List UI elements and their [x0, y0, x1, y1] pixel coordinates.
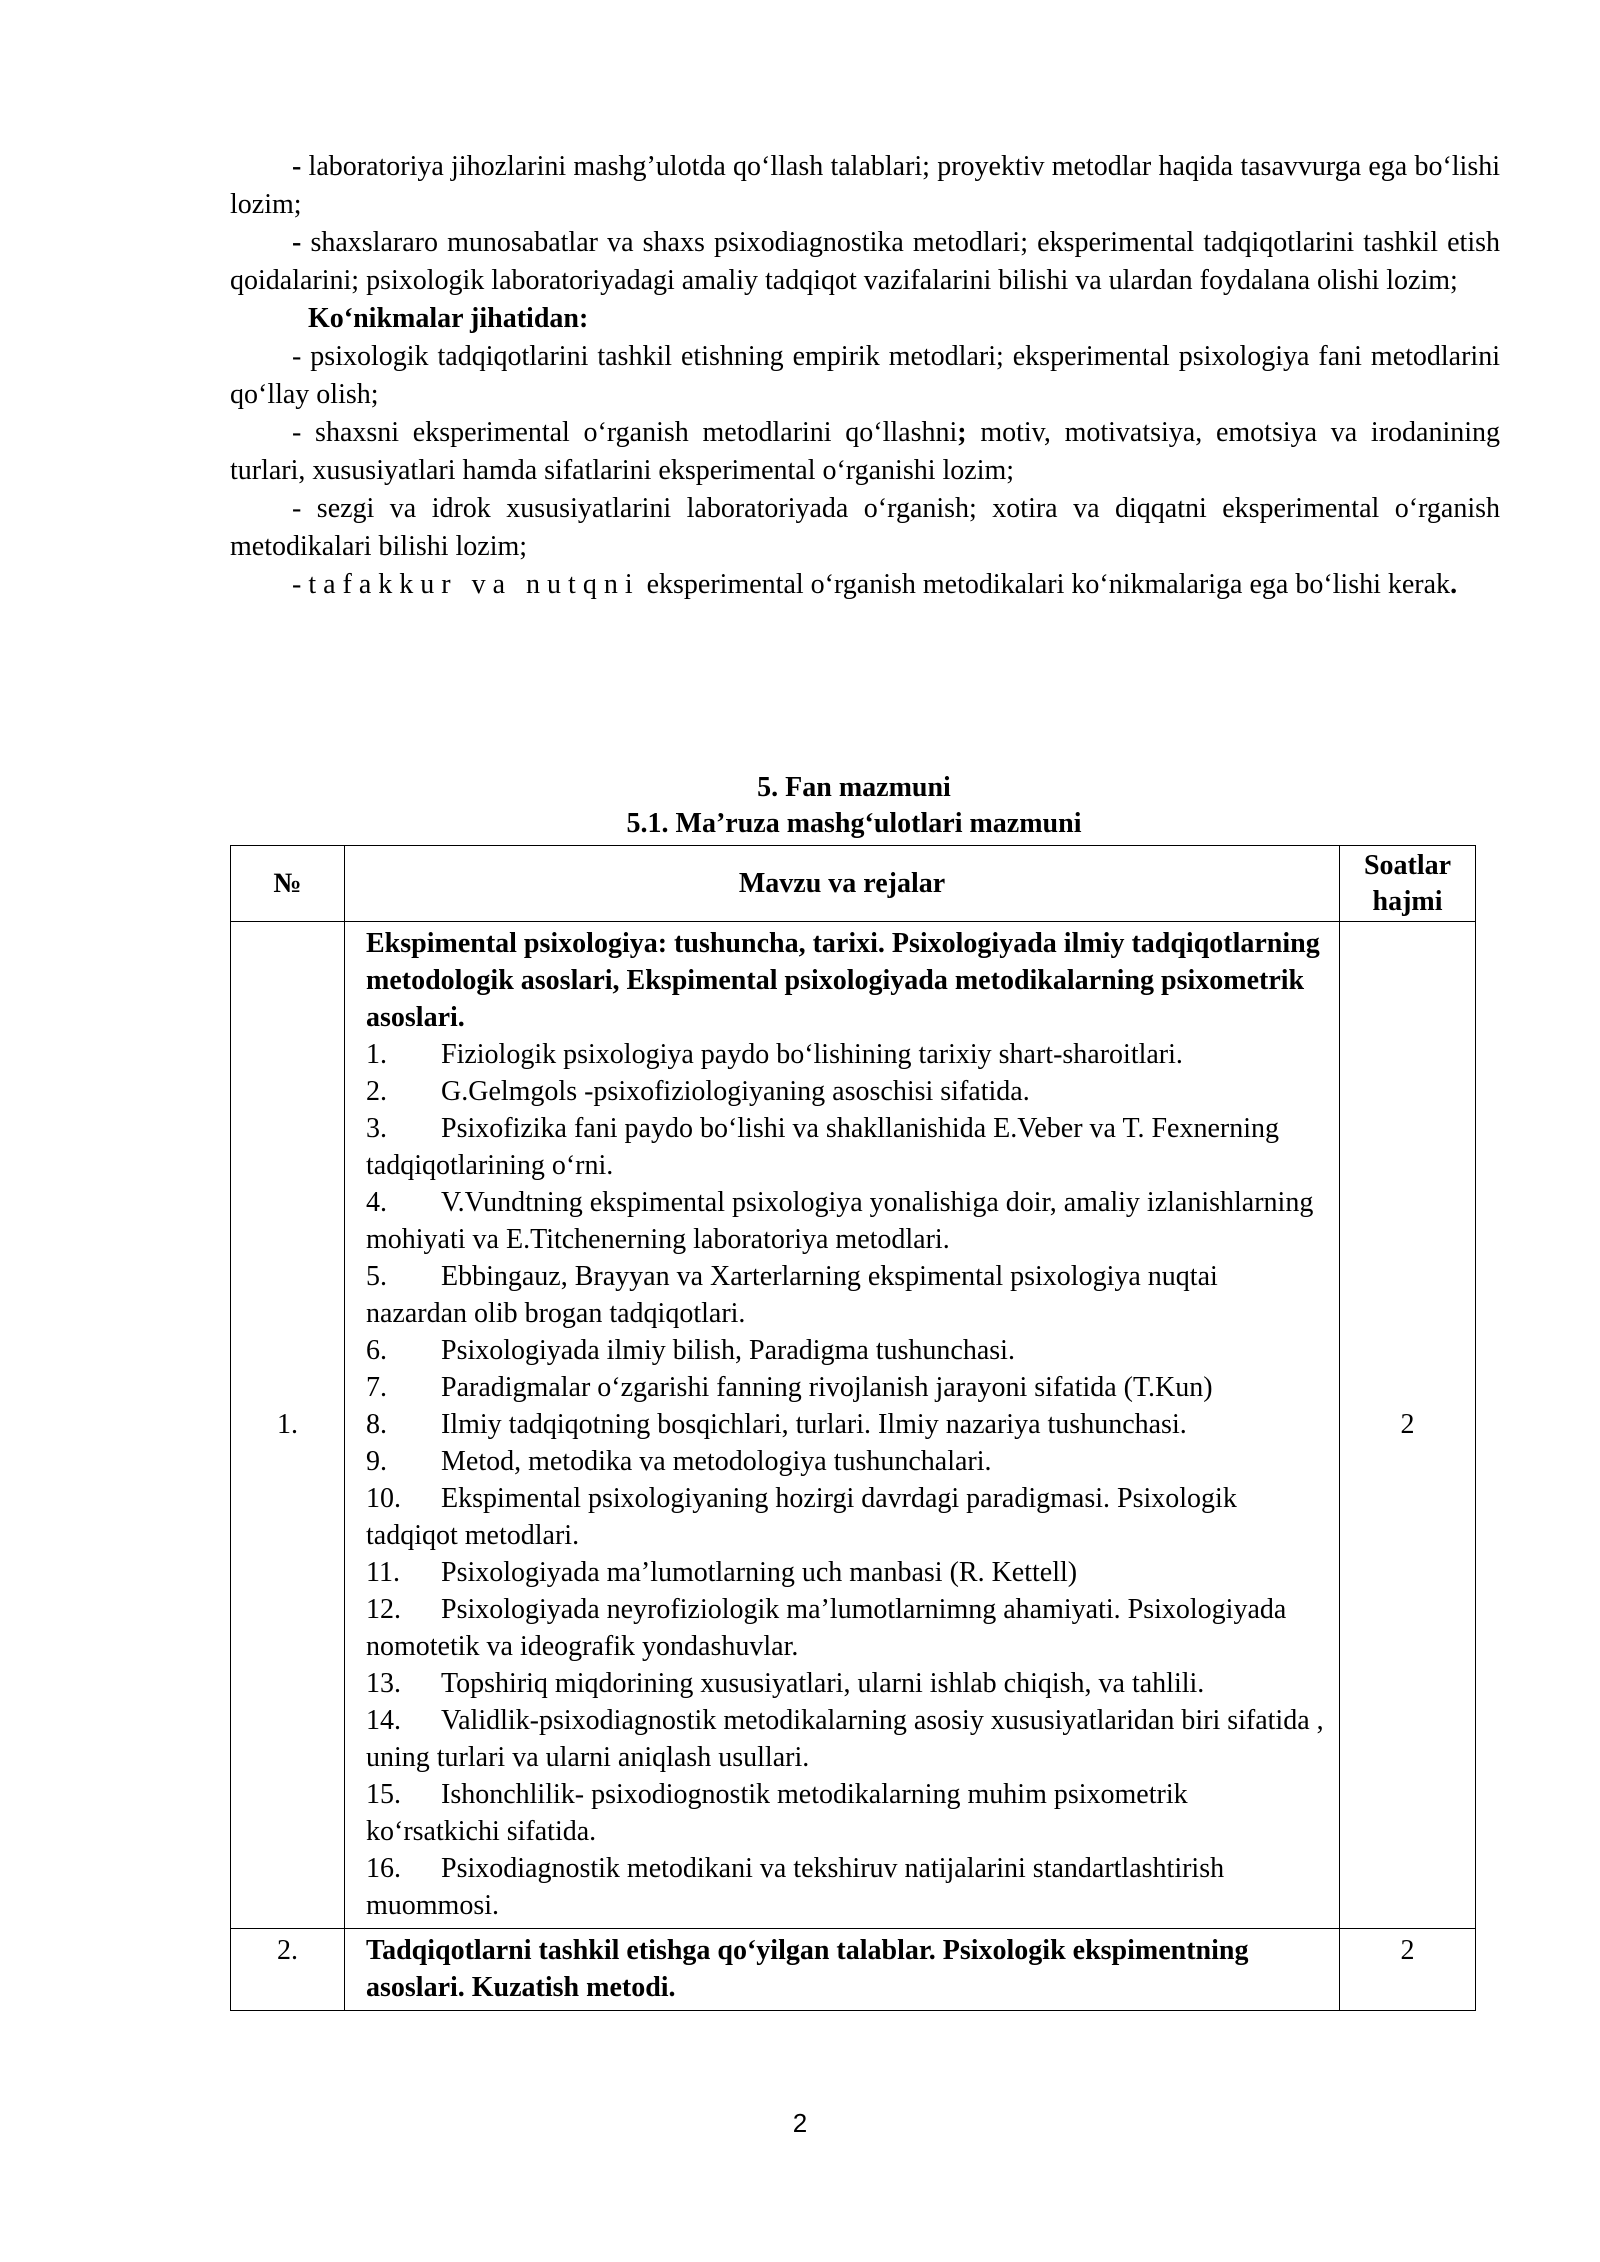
requirement-paragraph-1	[230, 148, 1500, 224]
intro-text	[230, 148, 1500, 604]
skill-item-4	[230, 566, 1500, 604]
row-hours: 2	[1340, 922, 1476, 1929]
period: .	[1450, 569, 1458, 600]
plan-item	[366, 1110, 1325, 1184]
dash-marker: -	[292, 569, 309, 600]
dash-marker: -	[292, 227, 302, 258]
skill-item-1: - psixologik tadqiqotlarini tashkil etishning empirik metodlari; eksperimental psixologiya fani metodlarini qo‘llay olish;	[230, 341, 1500, 410]
paragraph-text: laboratoriya jihozlarini mashg’ulotda qo‘llash talablari; proyektiv metodlar haqida tasavvurga ega bo‘lishi lozim;	[230, 151, 1500, 220]
plan-item-text: Psixologiyada ilmiy bilish, Paradigma tushunchasi.	[441, 1335, 1015, 1366]
plan-item-number: 13.	[366, 1668, 401, 1699]
spaced-text: tafakkur va nutqni	[308, 569, 640, 600]
plan-item-text: Ilmiy tadqiqotning bosqichlari, turlari. Ilmiy nazariya tushunchasi.	[441, 1409, 1187, 1440]
paragraph-text: motiv, motivatsiya, emotsiya va irodanining turlari, xususiyatlari hamda sifatlarini eksperimental o‘rganishi lozim;	[230, 417, 1501, 486]
paragraph-text: shaxslararo munosabatlar va shaxs psixodiagnostika metodlari; eksperimental tadqiqotlarini tashkil etish qoidalarini; psixologik laboratoriyadagi amaliy tadqiqot vazifalarini bilishi va ulardan foydalana olishi lozim;	[230, 227, 1500, 296]
plan-item-text: Ebbingauz, Brayyan va Xarterlarning ekspimental psixologiya nuqtai nazardan olib brogan tadqiqotlari.	[366, 1261, 1218, 1329]
plan-item-text: V.Vundtning ekspimental psixologiya yonalishiga doir, amaliy izlanishlarning mohiyati va E.Titchenerning laboratoriya metodlari.	[366, 1187, 1314, 1255]
plan-item-text: Fiziologik psixologiya paydo bo‘lishining tarixiy shart-sharoitlari.	[441, 1039, 1183, 1070]
plan-item	[366, 1850, 1325, 1924]
lecture-table	[230, 845, 1476, 2011]
plan-item-number: 6.	[366, 1335, 387, 1366]
header-hours: Soatlar hajmi	[1340, 846, 1476, 922]
plan-item-number: 12.	[366, 1594, 401, 1625]
plan-item	[366, 1332, 1325, 1369]
plan-item	[366, 1369, 1325, 1406]
plan-item-number: 9.	[366, 1446, 387, 1477]
section-heading	[230, 770, 1478, 842]
plan-item-text: Ekspimental psixologiyaning hozirgi davrdagi paradigmasi. Psixologik tadqiqot metodlari.	[366, 1483, 1237, 1551]
plan-item	[366, 1702, 1325, 1776]
plan-item-number: 1.	[366, 1039, 387, 1070]
plan-item-text: Ishonchlilik- psixodiognostik metodikalarning muhim psixometrik ko‘rsatkichi sifatida.	[366, 1779, 1188, 1847]
paragraph-text: - shaxsni eksperimental o‘rganish metodlarini qo‘llashni	[292, 417, 958, 448]
plan-item	[366, 1665, 1325, 1702]
plan-item-number: 16.	[366, 1853, 401, 1884]
section-title: 5. Fan mazmuni	[757, 772, 951, 803]
plan-item-text: Topshiriq miqdorining xususiyatlari, ularni ishlab chiqish, va tahlili.	[441, 1668, 1205, 1699]
topic-items	[366, 1036, 1325, 1924]
plan-item-number: 14.	[366, 1705, 401, 1736]
plan-item-text: G.Gelmgols -psixofiziologiyaning asoschisi sifatida.	[441, 1076, 1030, 1107]
plan-item-number: 2.	[366, 1076, 387, 1107]
dash-marker: -	[292, 151, 302, 182]
plan-item	[366, 1406, 1325, 1443]
skill-item-2	[230, 414, 1500, 490]
row-topic	[345, 1929, 1340, 2011]
plan-item-number: 4.	[366, 1187, 387, 1218]
table-row	[231, 922, 1476, 1929]
skill-item-3: - sezgi va idrok xususiyatlarini laboratoriyada o‘rganish; xotira va diqqatni eksperimental o‘rganish metodikalari bilishi lozim;	[230, 493, 1500, 562]
header-number: №	[231, 846, 345, 922]
plan-item-text: Metod, metodika va metodologiya tushunchalari.	[441, 1446, 992, 1477]
plan-item-number: 15.	[366, 1779, 401, 1810]
plan-item-text: Psixodiagnostik metodikani va tekshiruv natijalarini standartlashtirish muommosi.	[366, 1853, 1225, 1921]
plan-item-number: 7.	[366, 1372, 387, 1403]
plan-item-text: Validlik-psixodiagnostik metodikalarning asosiy xususiyatlaridan biri sifatida , uning turlari va ularni aniqlash usullari.	[366, 1705, 1324, 1773]
plan-item	[366, 1480, 1325, 1554]
table-row	[231, 1929, 1476, 2011]
row-hours: 2	[1340, 1929, 1476, 2011]
row-number: 1.	[231, 922, 345, 1929]
section-subtitle: 5.1. Ma’ruza mashg‘ulotlari mazmuni	[626, 808, 1082, 839]
plan-item-text: Paradigmalar o‘zgarishi fanning rivojlanish jarayoni sifatida (T.Kun)	[441, 1372, 1213, 1403]
plan-item-number: 3.	[366, 1113, 387, 1144]
plan-item	[366, 1591, 1325, 1665]
plan-item-text: Psixologiyada ma’lumotlarning uch manbasi (R. Kettell)	[441, 1557, 1078, 1588]
plan-item-number: 5.	[366, 1261, 387, 1292]
table-header-row	[231, 846, 1476, 922]
skills-heading: Ko‘nikmalar jihatidan:	[308, 303, 589, 334]
plan-item-number: 10.	[366, 1483, 401, 1514]
paragraph-text: eksperimental o‘rganish metodikalari ko‘nikmalariga ega bo‘lishi kerak	[639, 569, 1451, 600]
plan-item	[366, 1258, 1325, 1332]
topic-title: Tadqiqotlarni tashkil etishga qo‘yilgan talablar. Psixologik ekspimentning asoslari. Kuzatish metodi.	[366, 1935, 1249, 2003]
requirement-paragraph-2	[230, 224, 1500, 300]
plan-item-number: 8.	[366, 1409, 387, 1440]
plan-item-text: Psixologiyada neyrofiziologik ma’lumotlarnimng ahamiyati. Psixologiyada nomotetik va ideografik yondashuvlar.	[366, 1594, 1287, 1662]
row-topic	[345, 922, 1340, 1929]
plan-item-text: Psixofizika fani paydo bo‘lishi va shakllanishida E.Veber va T. Fexnerning tadqiqotlarining o‘rni.	[366, 1113, 1280, 1181]
plan-item	[366, 1443, 1325, 1480]
plan-item-number: 11.	[366, 1557, 400, 1588]
header-topic: Mavzu va rejalar	[345, 846, 1340, 922]
semicolon: ;	[957, 417, 967, 448]
plan-item	[366, 1776, 1325, 1850]
plan-item	[366, 1036, 1325, 1073]
row-number: 2.	[231, 1929, 345, 2011]
plan-item	[366, 1073, 1325, 1110]
page-number: 2	[792, 2108, 808, 2138]
topic-title: Ekspimental psixologiya: tushuncha, tarixi. Psixologiyada ilmiy tadqiqotlarning metodologik asoslari, Ekspimental psixologiyada metodikalarning psixometrik asoslari.	[366, 928, 1320, 1033]
plan-item	[366, 1184, 1325, 1258]
plan-item	[366, 1554, 1325, 1591]
